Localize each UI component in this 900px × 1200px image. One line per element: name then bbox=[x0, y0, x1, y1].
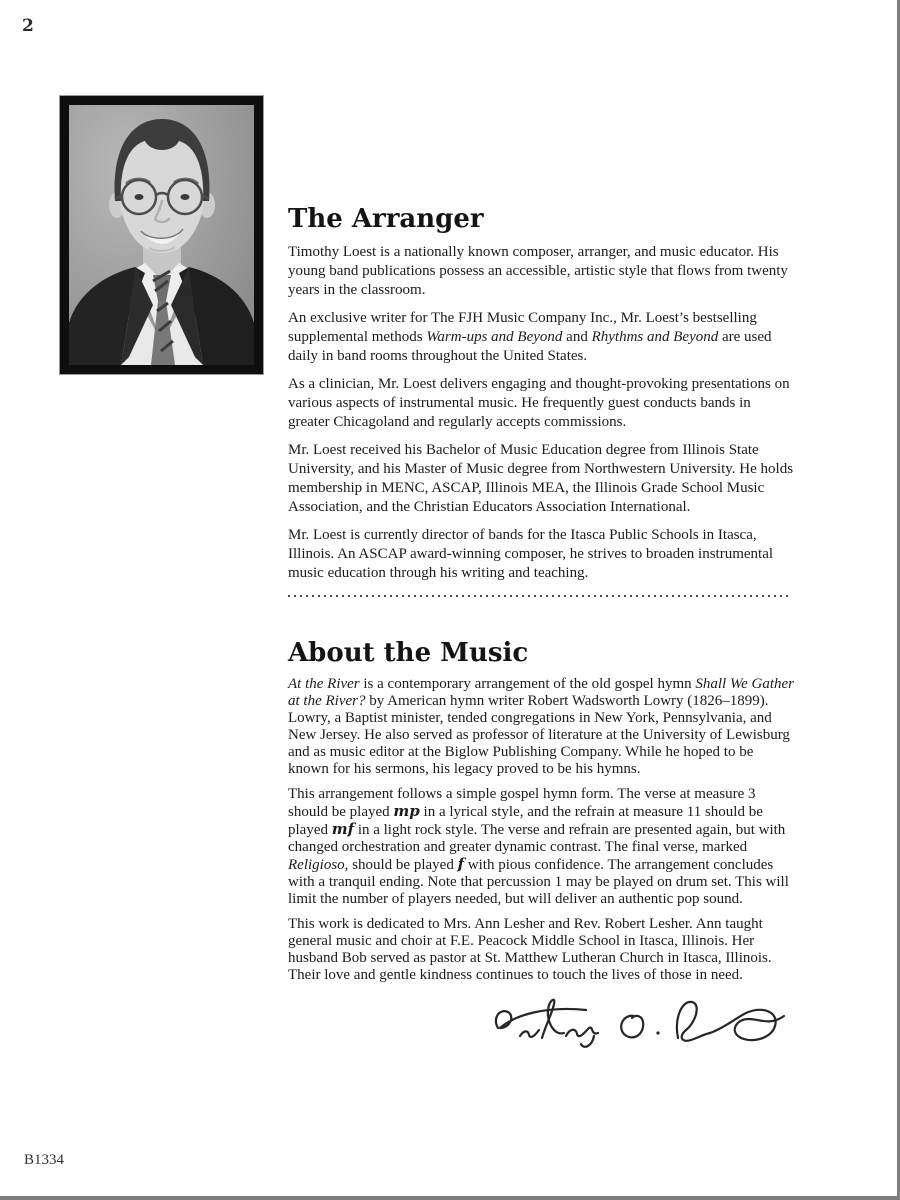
text-run: An exclusive writer for The FJH Music Company Inc., Mr. Loest’s bestselling supplemental methods bbox=[288, 310, 757, 345]
eye-left bbox=[135, 194, 144, 200]
text-run: are used daily in band rooms throughout the United States. bbox=[288, 329, 772, 364]
text-run: This work is dedicated to Mrs. Ann Lesher and Rev. Robert Lesher. Ann taught general music and choir at F.E. Peacock Middle School in Itasca, Illinois. Her husband Bob served as pastor at St. Matthew Lutheran Church in Itasca, Illinois. Their love and gentle kindness continues to touch the lives of those in need. bbox=[288, 916, 772, 983]
arranger-section bbox=[288, 204, 796, 583]
paragraph bbox=[288, 375, 796, 432]
text-run: Warm-ups and Beyond bbox=[426, 329, 563, 345]
paragraph bbox=[288, 441, 796, 517]
signature-handwriting bbox=[482, 988, 792, 1050]
signature bbox=[288, 988, 796, 1055]
portrait-illustration bbox=[69, 105, 254, 365]
text-run: At the River bbox=[288, 676, 360, 692]
eye-right bbox=[181, 194, 190, 200]
paragraph bbox=[288, 526, 796, 583]
about-section bbox=[288, 638, 796, 1055]
text-run: in a lyrical style, and the refrain at measure 11 should be played bbox=[288, 804, 763, 838]
text-run: Shall We Gather at the River? bbox=[288, 676, 794, 709]
text-run: f bbox=[457, 855, 465, 873]
text-run: by American hymn writer Robert Wadsworth Lowry (1826–1899). Lowry, a Baptist minister, tended congregations in New York, Pennsylvania, and New Jersey. He also served as professor of literature at the University of Lewisburg and as music editor at the Biglow Publishing Company. While he hoped to be known for his sermons, his legacy proved to be his hymns. bbox=[288, 693, 790, 777]
text-run: Religioso bbox=[288, 857, 345, 873]
dotted-divider bbox=[288, 595, 792, 597]
arranger-paragraphs bbox=[288, 243, 796, 583]
catalog-number: B1334 bbox=[24, 1152, 65, 1168]
text-run: Mr. Loest is currently director of bands for the Itasca Public Schools in Itasca, Illinois. An ASCAP award-winning composer, he strives to broaden instrumental music education through his writing and teaching. bbox=[288, 527, 774, 581]
text-run: and bbox=[562, 329, 592, 345]
text-run: , should be played bbox=[344, 857, 458, 873]
text-run: This arrangement follows a simple gospel hymn form. The verse at measure 3 should be played bbox=[288, 786, 756, 820]
text-run: mf bbox=[331, 820, 355, 838]
page-number: 2 bbox=[22, 16, 34, 36]
text-run: mp bbox=[393, 802, 420, 820]
text-run: Rhythms and Beyond bbox=[591, 329, 719, 345]
about-heading: About the Music bbox=[288, 638, 529, 668]
text-run: Mr. Loest received his Bachelor of Music Education degree from Illinois State University, and his Master of Music degree from Northwestern University. He holds membership in MENC, ASCAP, Illinois MEA, the Illinois Grade School Music Association, and the Christian Educators Association International. bbox=[288, 442, 794, 515]
paragraph bbox=[288, 786, 796, 908]
arranger-heading: The Arranger bbox=[288, 204, 484, 234]
text-run: with pious confidence. The arrangement concludes with a tranquil ending. Note that percussion 1 may be played on drum set. This will limit the number of players needed, but will deliver an authentic pop sound. bbox=[288, 857, 789, 907]
paragraph bbox=[288, 309, 796, 366]
text-run: is a contemporary arrangement of the old gospel hymn bbox=[359, 676, 696, 692]
about-paragraphs bbox=[288, 676, 796, 984]
paragraph bbox=[288, 243, 796, 300]
text-run: As a clinician, Mr. Loest delivers engaging and thought-provoking presentations on various aspects of instrumental music. He frequently guest conducts bands in greater Chicagoland and regularly accepts commissions. bbox=[288, 376, 790, 430]
arranger-photo bbox=[60, 96, 263, 374]
paragraph bbox=[288, 676, 796, 778]
text-run: in a light rock style. The verse and refrain are presented again, but with changed orchestration and greater dynamic contrast. The final verse, marked bbox=[288, 822, 786, 855]
paragraph bbox=[288, 916, 796, 984]
text-run: Timothy Loest is a nationally known composer, arranger, and music educator. His young band publications possess an accessible, artistic style that flows from twenty years in the classroom. bbox=[288, 244, 788, 298]
content-column bbox=[288, 204, 796, 1055]
